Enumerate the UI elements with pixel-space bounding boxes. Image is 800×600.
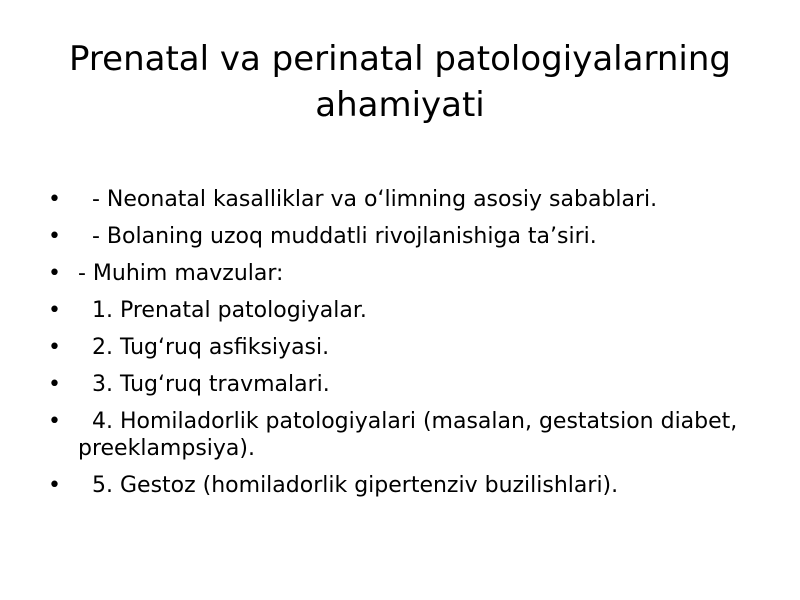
bullet-list: [40, 186, 745, 509]
bullet-dot-icon: •: [48, 335, 61, 360]
bullet-item: [40, 297, 740, 324]
bullet-item: [40, 260, 740, 287]
bullet-item: [40, 472, 740, 499]
bullet-dot-icon: •: [48, 372, 61, 397]
bullet-item: [40, 223, 740, 250]
bullet-text: 2. Tug‘ruq asfiksiyasi.: [78, 335, 330, 360]
bullet-dot-icon: •: [48, 187, 61, 212]
bullet-text: 1. Prenatal patologiyalar.: [78, 298, 367, 323]
bullet-text: - Bolaning uzoq muddatli rivojlanishiga ta’siri.: [78, 224, 597, 249]
bullet-dot-icon: •: [48, 261, 61, 286]
slide-title: Prenatal va perinatal patologiyalarning ahamiyati: [69, 39, 731, 125]
bullet-text: - Neonatal kasalliklar va o‘limning asosiy sabablari.: [78, 187, 658, 212]
bullet-item: [40, 334, 740, 361]
bullet-text: - Muhim mavzular:: [78, 261, 284, 286]
bullet-item: [40, 371, 740, 398]
bullet-dot-icon: •: [48, 473, 61, 498]
bullet-dot-icon: •: [48, 298, 61, 323]
bullet-dot-icon: •: [48, 409, 61, 434]
bullet-text: 4. Homiladorlik patologiyalari (masalan, gestatsion diabet, preeklampsiya).: [78, 409, 745, 461]
bullet-dot-icon: •: [48, 224, 61, 249]
bullet-item: [40, 408, 745, 462]
bullet-text: 3. Tug‘ruq travmalari.: [78, 372, 330, 397]
bullet-item: [40, 186, 740, 213]
bullet-text: 5. Gestoz (homiladorlik gipertenziv buzilishlari).: [78, 473, 619, 498]
